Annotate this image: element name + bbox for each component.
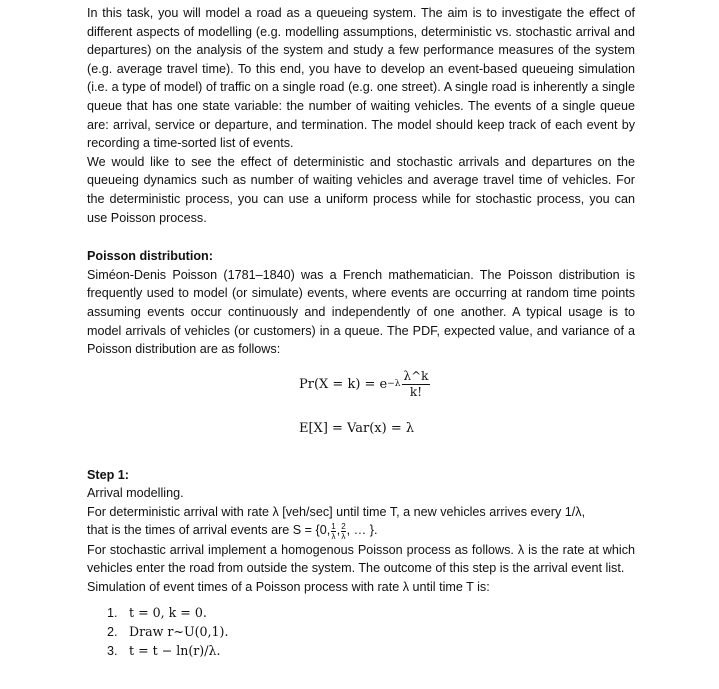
- pdf-equation: Pr(X = k) = e −λ $\frac{\lambda\^{}k}{k!}$: [299, 368, 429, 399]
- expectation-equation: E[X] = Var(x) = λ: [299, 420, 415, 436]
- step1-line4: For stochastic arrival implement a homogenous Poisson process as follows. λ is the rate at which vehicles enter the road from outside the system. The outcome of this step is the arrival event list.: [87, 542, 635, 576]
- algorithm-steps: [87, 604, 635, 660]
- step1-line5: Simulation of event times of a Poisson process with rate λ until time T is:: [87, 579, 490, 594]
- list-item: 2. Draw r~U(0,1).: [107, 624, 229, 640]
- step1-line3: that is the times of arrival events are S = {0, $\frac{1}{\lambda}$ , $\frac{2}{\lambda}$ , … }.: [87, 521, 378, 541]
- list-item: 1. t = 0, k = 0.: [107, 605, 207, 621]
- poisson-paragraph: Siméon-Denis Poisson (1781–1840) was a French mathematician. The Poisson distribution is frequently used to model (or simulate) events, where events are occurring at random time points assuming events occur continuously and independently of one another. A typical usage is to model arrivals of vehicles (or customers) in a queue. The PDF, expected value, and variance of a Poisson distribution are as follows:: [87, 267, 635, 357]
- list-item: 3. t = t − ln(r)/λ.: [107, 642, 221, 658]
- document-page: [87, 4, 635, 660]
- step1-heading: Step 1:: [87, 467, 129, 482]
- pdf-fraction: $\frac{\lambda\^{}k}{k!}$: [403, 368, 429, 399]
- poisson-heading: Poisson distribution:: [87, 249, 213, 264]
- step1-line2: For deterministic arrival with rate λ [veh/sec] until time T, a new vehicles arrives every 1/λ,: [87, 504, 586, 519]
- intro-paragraph-1: In this task, you will model a road as a queueing system. The aim is to investigate the effect of different aspects of modelling (e.g. modelling assumptions, deterministic vs. stochastic arrival and departures) on the analysis of the system and study a few performance measures of the system (e.g. average travel time). To this end, you have to develop an event-based queueing simulation (i.e. a type of model) of traffic on a single road (e.g. one street). A single road is inherently a single queue that has one state variable: the number of waiting vehicles. The events of a single queue are: arrival, service or departure, and termination. The model should keep track of each event by recording a time-sorted list of events.: [87, 6, 635, 151]
- equation-block: [87, 359, 635, 447]
- step1-line1: Arrival modelling.: [87, 486, 184, 501]
- intro-paragraph-2: We would like to see the effect of deterministic and stochastic arrivals and departures on the queueing dynamics such as number of waiting vehicles and average travel time of vehicles. For the deterministic process, you can use a uniform process while for stochastic process, you can use Poisson process.: [87, 154, 635, 225]
